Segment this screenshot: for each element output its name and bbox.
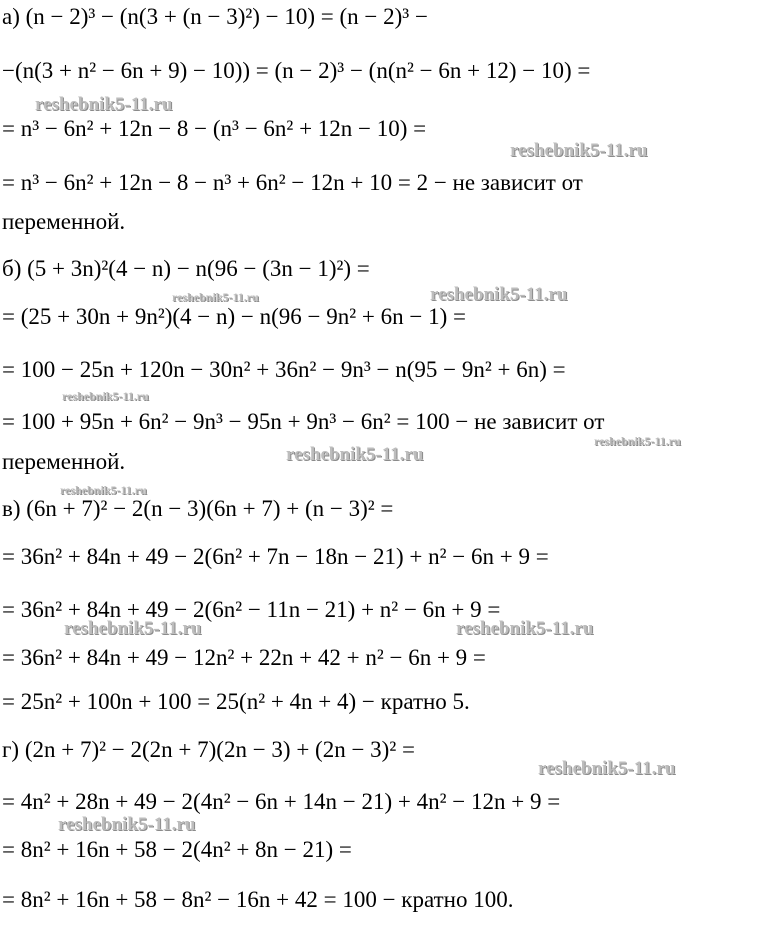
watermark: reshebnik5-11.ru: [35, 94, 173, 115]
watermark: reshebnik5-11.ru: [510, 140, 648, 161]
line-c2: = 36n² + 84n + 49 − 2(6n² + 7n − 18n − 21) + n² − 6n + 9 =: [2, 544, 549, 569]
line-d3: = 8n² + 16n + 58 − 2(4n² + 8n − 21) =: [2, 837, 352, 862]
watermark: reshebnik5-11.ru: [62, 389, 149, 403]
watermark: reshebnik5-11.ru: [594, 434, 681, 448]
watermark: reshebnik5-11.ru: [172, 290, 259, 304]
line-c1: в) (6n + 7)² − 2(n − 3)(6n + 7) + (n − 3)² =: [2, 496, 394, 521]
watermark: reshebnik5-11.ru: [60, 483, 147, 497]
line-d1: г) (2n + 7)² − 2(2n + 7)(2n − 3) + (2n − 3)² =: [2, 737, 415, 762]
line-a5: переменной.: [2, 209, 126, 234]
line-c3: = 36n² + 84n + 49 − 2(6n² − 11n − 21) + n² − 6n + 9 =: [2, 597, 501, 622]
watermark: reshebnik5-11.ru: [538, 758, 676, 779]
line-d4: = 8n² + 16n + 58 − 8n² − 16n + 42 = 100 − кратно 100.: [2, 887, 514, 912]
line-b1: б) (5 + 3n)²(4 − n) − n(96 − (3n − 1)²) =: [2, 256, 370, 281]
line-a4: = n³ − 6n² + 12n − 8 − n³ + 6n² − 12n + 10 = 2 − не зависит от: [2, 170, 583, 195]
watermark: reshebnik5-11.ru: [430, 284, 568, 305]
watermark: reshebnik5-11.ru: [456, 618, 594, 639]
line-c4: = 36n² + 84n + 49 − 12n² + 22n + 42 + n² − 6n + 9 =: [2, 645, 486, 670]
line-b5: переменной.: [2, 449, 126, 474]
line-b2: = (25 + 30n + 9n²)(4 − n) − n(96 − 9n² + 6n − 1) =: [2, 304, 466, 329]
line-a3: = n³ − 6n² + 12n − 8 − (n³ − 6n² + 12n − 10) =: [2, 116, 427, 141]
line-b4: = 100 + 95n + 6n² − 9n³ − 95n + 9n³ − 6n² = 100 − не зависит от: [2, 409, 605, 434]
line-a1: а) (n − 2)³ − (n(3 + (n − 3)²) − 10) = (n − 2)³ −: [2, 4, 428, 29]
line-d2: = 4n² + 28n + 49 − 2(4n² − 6n + 14n − 21) + 4n² − 12n + 9 =: [2, 789, 561, 814]
watermark: reshebnik5-11.ru: [58, 814, 196, 835]
line-b3: = 100 − 25n + 120n − 30n² + 36n² − 9n³ − n(95 − 9n² + 6n) =: [2, 357, 566, 382]
watermark: reshebnik5-11.ru: [64, 618, 202, 639]
watermark: reshebnik5-11.ru: [286, 444, 424, 465]
line-c5: = 25n² + 100n + 100 = 25(n² + 4n + 4) − кратно 5.: [2, 689, 470, 714]
line-a2: −(n(3 + n² − 6n + 9) − 10)) = (n − 2)³ − (n(n² − 6n + 12) − 10) =: [2, 58, 591, 83]
